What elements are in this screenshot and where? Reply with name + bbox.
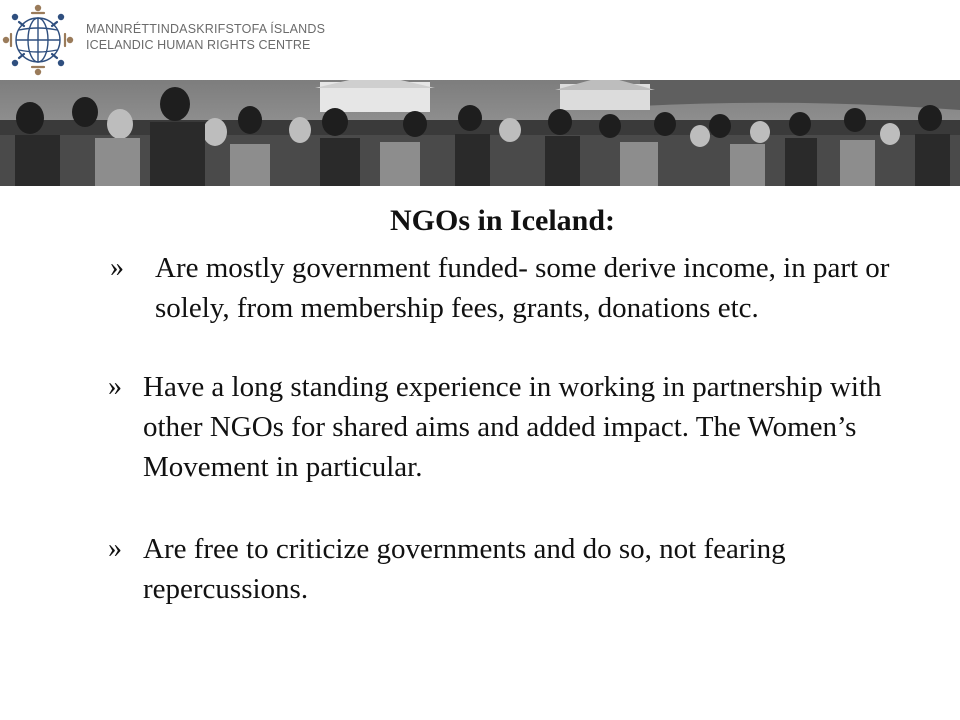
bullet-marker: » [108,371,122,402]
organization-name [86,21,325,53]
org-name-english: ICELANDIC HUMAN RIGHTS CENTRE [86,38,311,52]
globe-people-logo-icon [0,2,78,78]
crowd-photo-banner [0,80,960,186]
bullet-text: Are mostly government funded- some derive income, in part or solely, from membership fees, grants, donations etc. [155,252,890,324]
bullet-text: Have a long standing experience in working in partnership with other NGOs for shared aims and added impact. The Women’s Movement in particular. [143,371,882,483]
bullet-marker: » [110,252,124,283]
crowd-photo [0,80,960,186]
bullet-marker: » [108,533,122,564]
bullet-text: Are free to criticize governments and do so, not fearing repercussions. [143,533,786,605]
org-name-icelandic: MANNRÉTTINDASKRIFSTOFA ÍSLANDS [86,22,326,36]
slide-header [0,0,960,80]
slide-title: NGOs in Iceland: [389,204,616,237]
